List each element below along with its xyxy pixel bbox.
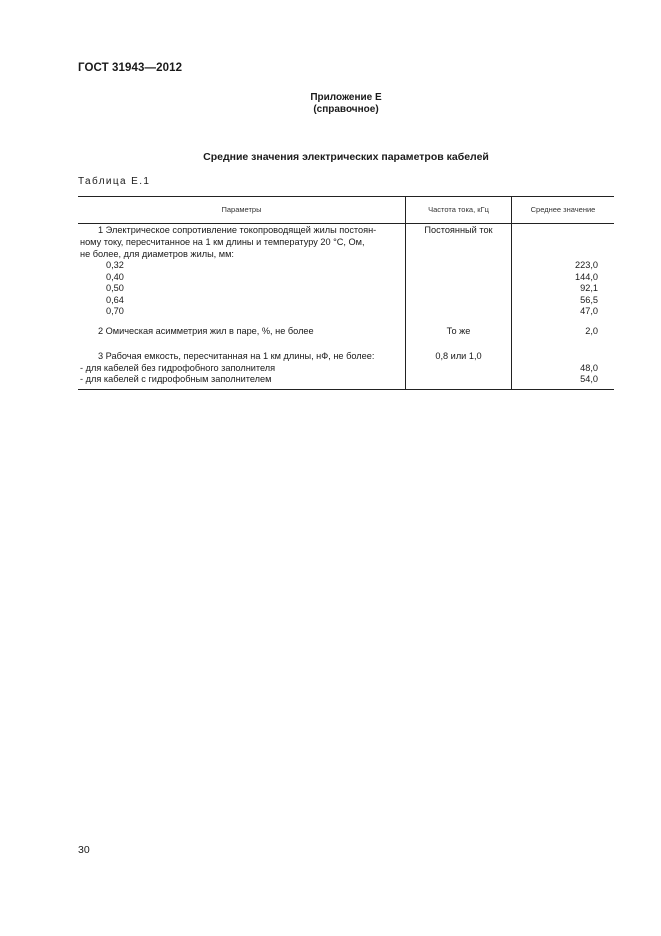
column-header-average: Среднее значение — [530, 205, 596, 214]
column-header-parameters: Параметры — [221, 205, 262, 214]
row1-value: 223,0 — [575, 260, 598, 270]
row2-frequency: То же — [446, 326, 471, 336]
row1-diameter: 0,32 — [106, 260, 124, 270]
appendix-title: Приложение Е — [310, 92, 382, 103]
row3-item: - для кабелей с гидрофобным заполнителем — [80, 374, 272, 384]
row3-item: - для кабелей без гидрофобного заполнителя — [80, 363, 276, 373]
row2-value: 2,0 — [585, 326, 598, 336]
row1-diameter: 0,40 — [106, 272, 124, 282]
standard-header: ГОСТ 31943—2012 — [78, 62, 183, 74]
row1-value: 56,5 — [580, 295, 598, 305]
appendix-heading — [0, 92, 661, 116]
page-number: 30 — [78, 844, 90, 856]
row1-value: 47,0 — [580, 306, 598, 316]
row1-text-line: ному току, пересчитанное на 1 км длины и температуру 20 °С, Ом, — [80, 237, 365, 247]
row1-text-line: не более, для диаметров жилы, мм: — [80, 249, 234, 259]
row3-value: 48,0 — [580, 363, 598, 373]
parameters-table — [78, 196, 614, 390]
document-title: Средние значения электрических параметров кабелей — [203, 151, 489, 163]
row1-frequency: Постоянный ток — [424, 225, 493, 235]
column-header-frequency: Частота тока, кГц — [428, 205, 489, 214]
table-caption: Таблица Е.1 — [78, 176, 151, 187]
row2-text: 2 Омическая асимметрия жил в паре, %, не более — [98, 326, 314, 336]
appendix-subtitle: (справочное) — [313, 104, 379, 115]
row3-frequency: 0,8 или 1,0 — [435, 351, 482, 361]
row3-text: 3 Рабочая емкость, пересчитанная на 1 км длины, нФ, не более: — [98, 351, 375, 361]
row3-value: 54,0 — [580, 374, 598, 384]
header-divider — [78, 223, 614, 224]
row1-diameter: 0,70 — [106, 306, 124, 316]
row1-text-line: 1 Электрическое сопротивление токопроводящей жилы постоян- — [98, 225, 377, 235]
row1-diameter: 0,64 — [106, 295, 124, 305]
row1-diameter: 0,50 — [106, 283, 124, 293]
row1-value: 144,0 — [575, 272, 598, 282]
row1-value: 92,1 — [580, 283, 598, 293]
